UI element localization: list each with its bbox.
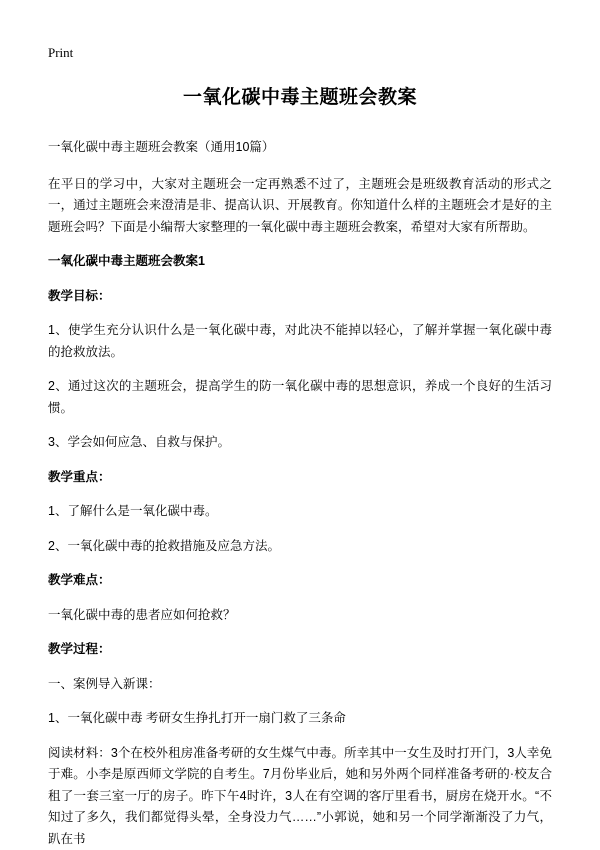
section-heading-difficulties: 教学难点： (48, 573, 111, 588)
section-heading-lesson-1: 一氧化碳中毒主题班会教案1 (48, 254, 205, 269)
paragraph-difficulty-1: 一氧化碳中毒的患者应如何抢救？ (48, 607, 236, 622)
paragraph-case-title: 1、一氧化碳中毒 考研女生挣扎打开一扇门救了三条命 (48, 711, 346, 726)
paragraph-objective-2: 2、通过这次的主题班会，提高学生的防一氧化碳中毒的思想意识，养成一个良好的生活习惯。 (48, 379, 552, 415)
paragraph-intro: 在平日的学习中，大家对主题班会一定再熟悉不过了，主题班会是班级教育活动的形式之一，通过主题班会来澄清是非、提高认识、开展教育。你知道什么样的主题班会才是好的主题班会吗？下面是小编帮大家整理的一氧化碳中毒主题班会教案，希望对大家有所帮助。 (48, 176, 552, 234)
paragraph-process-1: 一、案例导入新课： (48, 676, 161, 691)
page-title: 一氧化碳中毒主题班会教案 (182, 86, 417, 108)
section-heading-objectives: 教学目标： (48, 288, 111, 303)
paragraph-key-point-1: 1、了解什么是一氧化碳中毒。 (48, 504, 218, 519)
paragraph-subtitle: 一氧化碳中毒主题班会教案（通用10篇） (48, 140, 275, 155)
section-heading-key-points: 教学重点： (48, 469, 111, 484)
paragraph-key-point-2: 2、一氧化碳中毒的抢救措施及应急方法。 (48, 538, 280, 553)
paragraph-objective-1: 1、使学生充分认识什么是一氧化碳中毒，对此决不能掉以轻心，了解并掌握一氧化碳中毒的抢救放法。 (48, 323, 552, 359)
document-body (48, 137, 552, 850)
paragraph-case-body: 阅读材料：3个在校外租房准备考研的女生煤气中毒。所幸其中一女生及时打开门，3人幸免于难。小李是原西师文学院的自考生。7月份毕业后，她和另外两个同样准备考研的·校友合租了一套三室一厅的房子。昨下午4时许，3人在有空调的客厅里看书，厨房在烧开水。“不知过了多久，我们都觉得头晕，全身没力气……”小郭说，她和另一个同学渐渐没了力气，趴在书 (48, 745, 552, 846)
paragraph-objective-3: 3、学会如何应急、自救与保护。 (48, 435, 230, 450)
print-button[interactable]: Print (48, 45, 74, 60)
section-heading-process: 教学过程： (48, 642, 111, 657)
